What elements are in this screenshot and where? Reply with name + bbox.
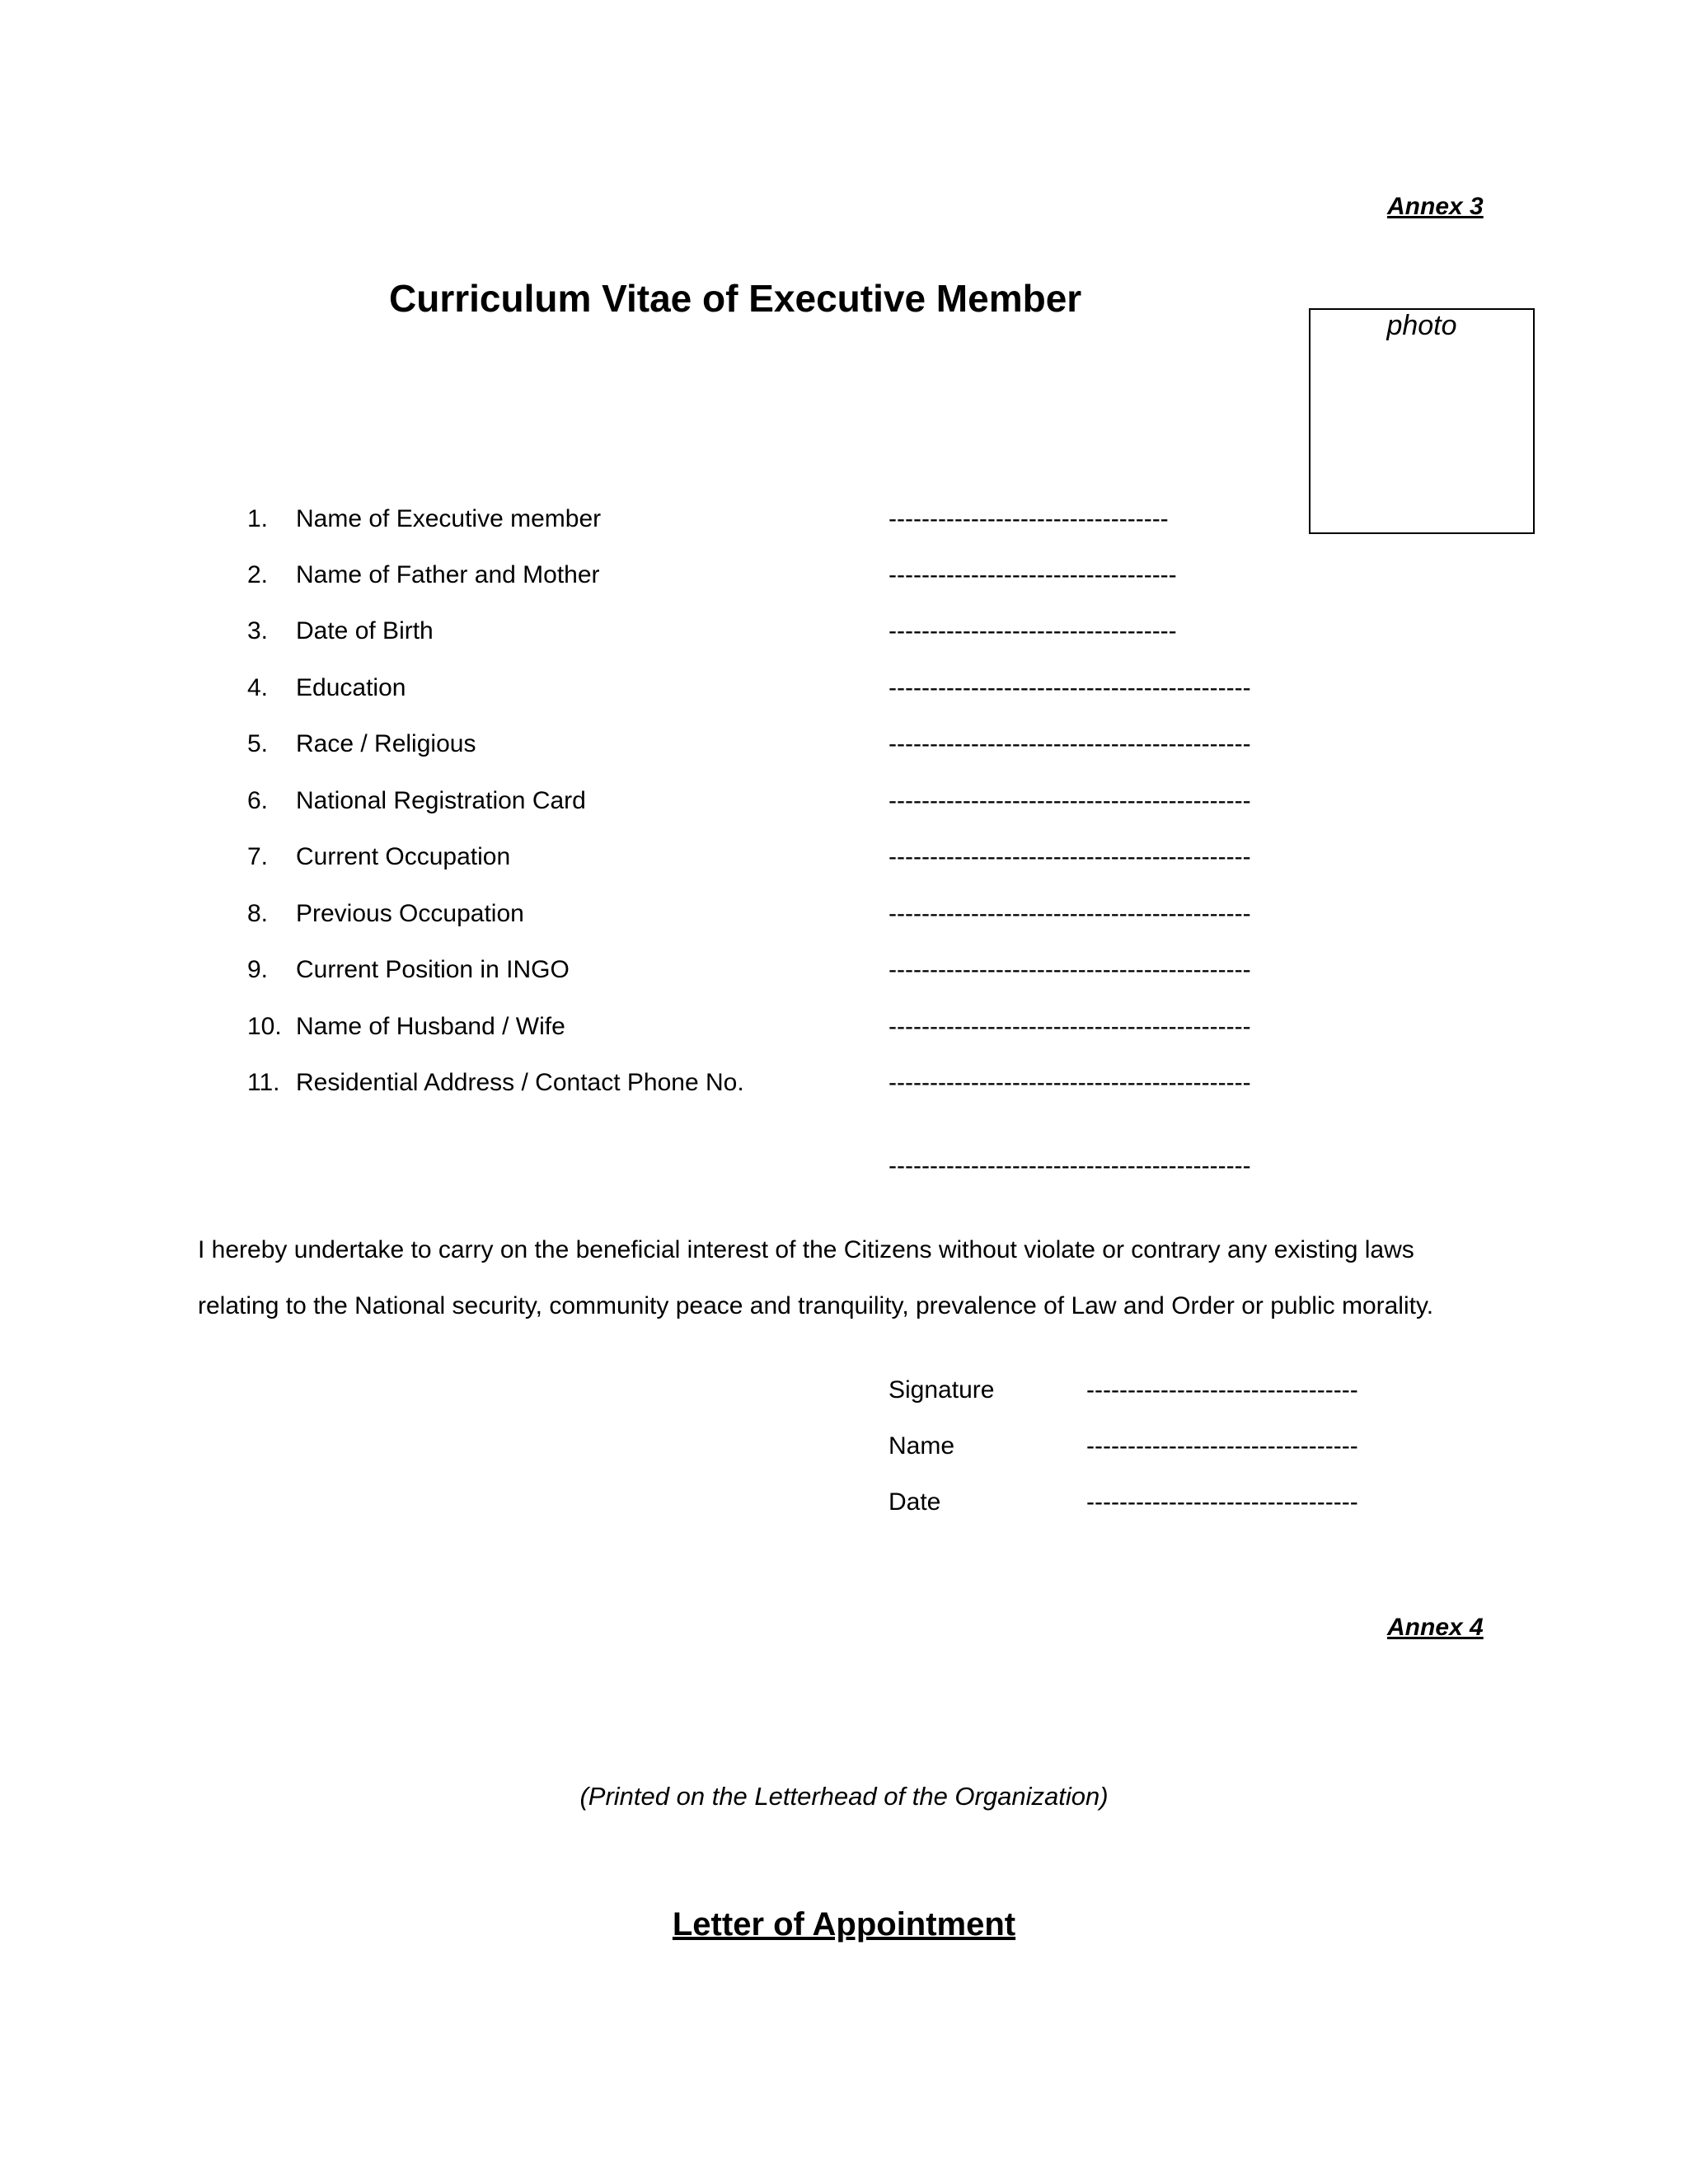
field-blank-line: ----------------------------------- (889, 617, 1177, 644)
date-label: Date (889, 1488, 941, 1516)
name-blank-line: --------------------------------- (1086, 1432, 1358, 1460)
field-blank-line: -------------------------------------------- (889, 956, 1251, 983)
field-row-date-of-birth (0, 617, 1688, 658)
field-label: Race / Religious (296, 730, 476, 757)
field-number: 11. (247, 1069, 280, 1096)
field-blank-line: -------------------------------------------- (889, 1152, 1251, 1179)
field-blank-line: ---------------------------------- (889, 505, 1169, 532)
field-row-executive-member-name (0, 505, 1688, 546)
field-row-residential-address (0, 1069, 1688, 1110)
field-label: Current Occupation (296, 843, 511, 870)
undertaking-line-1: I hereby undertake to carry on the beneficial interest of the Citizens without violate or contrary any existing laws (198, 1236, 1414, 1263)
field-row-current-occupation (0, 843, 1688, 884)
field-row-spouse-name (0, 1013, 1688, 1054)
signature-blank-line: --------------------------------- (1086, 1376, 1358, 1404)
date-row (0, 1488, 1688, 1530)
field-number: 10. (247, 1013, 282, 1040)
photo-box (1309, 308, 1535, 534)
undertaking-line-2: relating to the National security, community peace and tranquility, prevalence of Law and Order or public morality. (198, 1292, 1434, 1319)
field-row-education (0, 674, 1688, 715)
field-label: Name of Executive member (296, 505, 602, 532)
field-label: Date of Birth (296, 617, 434, 644)
letter-of-appointment-heading: Letter of Appointment (672, 1906, 1016, 1943)
field-blank-line: -------------------------------------------- (889, 787, 1251, 814)
field-row-previous-occupation (0, 900, 1688, 941)
field-number: 7. (247, 843, 269, 870)
field-number: 3. (247, 617, 269, 644)
field-number: 8. (247, 900, 269, 927)
name-label: Name (889, 1432, 955, 1460)
field-row-current-position (0, 956, 1688, 997)
field-label: Previous Occupation (296, 900, 524, 927)
field-blank-line: ----------------------------------- (889, 561, 1177, 588)
field-label: Name of Husband / Wife (296, 1013, 565, 1040)
signature-row (0, 1376, 1688, 1418)
field-number: 5. (247, 730, 269, 757)
field-number: 9. (247, 956, 269, 983)
field-row-race-religious (0, 730, 1688, 771)
field-label: Name of Father and Mother (296, 561, 600, 588)
letterhead-note: (Printed on the Letterhead of the Organization) (579, 1782, 1109, 1811)
field-blank-line: -------------------------------------------- (889, 730, 1251, 757)
field-number: 6. (247, 787, 269, 814)
field-number: 2. (247, 561, 269, 588)
annex-3-label: Annex 3 (1387, 193, 1484, 220)
field-blank-line: -------------------------------------------- (889, 843, 1251, 870)
field-number: 4. (247, 674, 269, 701)
field-row-national-registration-card (0, 787, 1688, 828)
field-blank-line: -------------------------------------------- (889, 900, 1251, 927)
field-label: Education (296, 674, 406, 701)
field-blank-line: -------------------------------------------- (889, 1069, 1251, 1096)
date-blank-line: --------------------------------- (1086, 1488, 1358, 1516)
photo-label: photo (1386, 310, 1457, 341)
field-blank-line: -------------------------------------------- (889, 1013, 1251, 1040)
field-label: National Registration Card (296, 787, 586, 814)
annex-4-label: Annex 4 (1387, 1614, 1484, 1641)
field-label: Residential Address / Contact Phone No. (296, 1069, 744, 1096)
signature-label: Signature (889, 1376, 995, 1404)
page-title: Curriculum Vitae of Executive Member (389, 277, 1082, 320)
field-number: 1. (247, 505, 269, 532)
field-blank-line: -------------------------------------------- (889, 674, 1251, 701)
field-row-address-continuation (0, 1152, 1688, 1193)
field-label: Current Position in INGO (296, 956, 570, 983)
name-row (0, 1432, 1688, 1474)
field-row-parents-names (0, 561, 1688, 602)
